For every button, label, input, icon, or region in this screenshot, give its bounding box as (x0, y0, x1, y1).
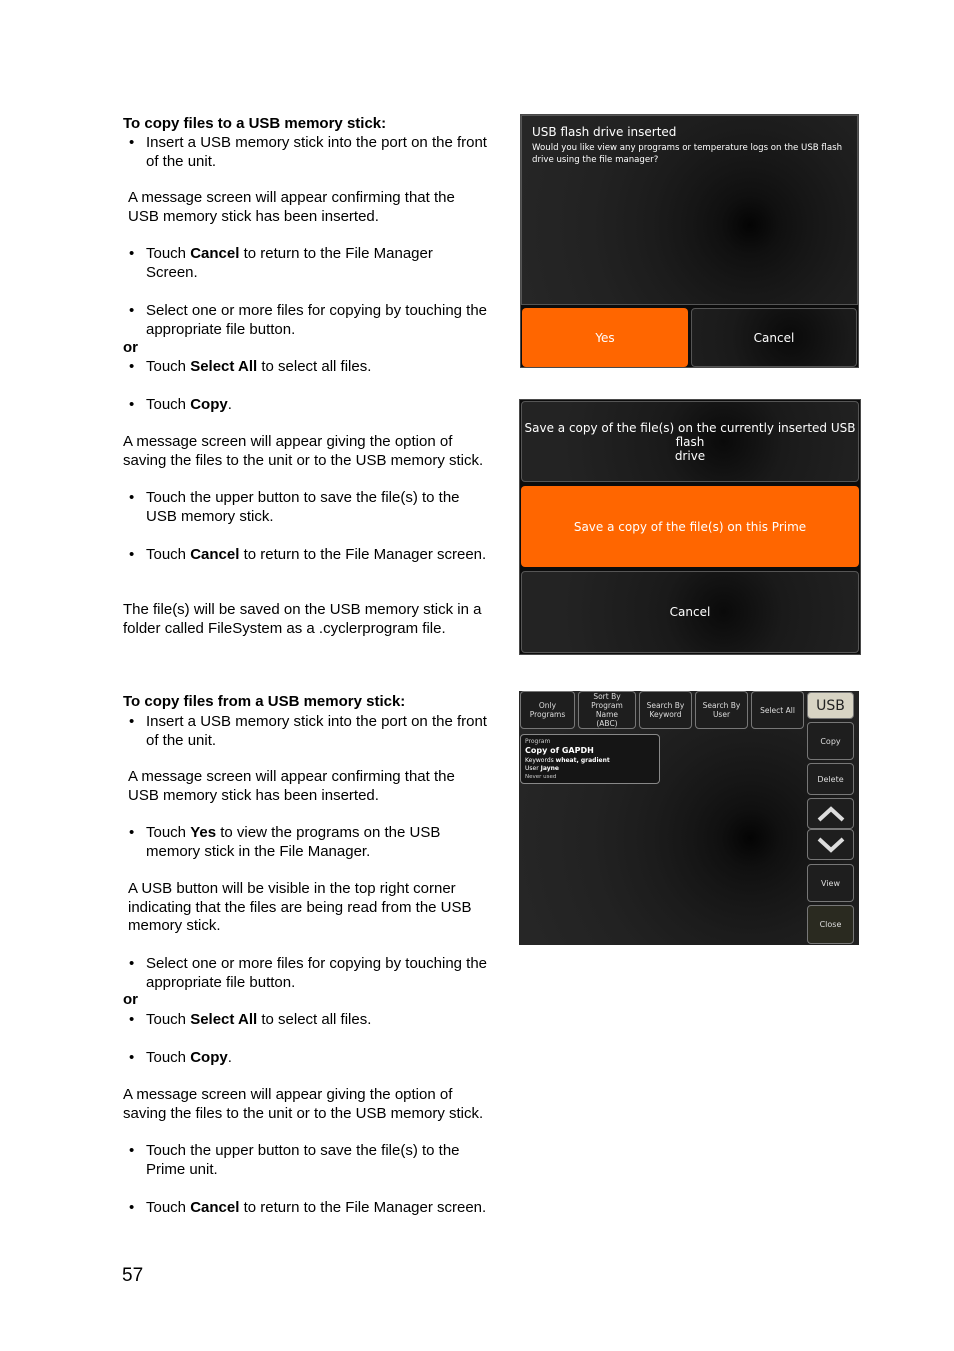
line: saving the files to the unit or to the USB memory stick. (123, 1104, 484, 1122)
line: of the unit. (146, 152, 217, 170)
line: memory stick. (128, 917, 221, 934)
bold-text: Select All (190, 1011, 258, 1028)
bullet-glyph: • (129, 1199, 135, 1216)
line: Prime unit. (146, 1160, 218, 1178)
text: . (227, 1049, 232, 1066)
line: USB memory stick has been inserted. (128, 786, 379, 804)
line: indicating that the files are being read from the USB (128, 898, 472, 916)
bullet-glyph: • (129, 824, 135, 841)
cancel-button[interactable]: Cancel (691, 308, 857, 367)
line: Program Name (591, 701, 623, 719)
line: Save a copy of the file(s) on the currently inserted USB flash (524, 420, 856, 449)
line: Touch the upper button to save the file(s) to the (146, 1142, 460, 1159)
bullet-glyph: • (129, 1011, 135, 1028)
usb-inserted-dialog (520, 114, 859, 368)
text: Touch (146, 358, 191, 375)
bullet-glyph: • (129, 546, 135, 563)
bullet-glyph: • (129, 489, 135, 506)
bullet-glyph: • (129, 245, 135, 262)
line: Only (538, 701, 557, 710)
only-programs-tab[interactable] (520, 691, 575, 729)
text: Touch (146, 1199, 191, 1216)
text: Touch (146, 1011, 191, 1028)
file-keywords (525, 756, 655, 765)
bold-text: Copy (190, 1049, 228, 1066)
bullet-glyph: • (129, 396, 135, 413)
file-user (525, 765, 655, 773)
line: folder called FileSystem as a .cyclerprogram file. (123, 619, 446, 637)
line: saving the files to the unit or to the USB memory stick. (123, 451, 484, 469)
line: USB memory stick has been inserted. (128, 207, 379, 225)
paragraph-saved (123, 601, 481, 638)
text: . (227, 396, 232, 413)
value: wheat, gradient (555, 757, 610, 764)
bullet-glyph: • (129, 1049, 135, 1066)
line: A message screen will appear confirming that the (128, 768, 455, 785)
yes-button[interactable]: Yes (522, 308, 688, 367)
line: Screen. (146, 263, 198, 281)
bold-text: Select All (190, 358, 258, 375)
line: User (712, 710, 731, 719)
close-button[interactable]: Close (807, 905, 854, 944)
text: Touch (146, 546, 191, 563)
line: A message screen will appear giving the option of (123, 433, 453, 450)
text: to view the programs on the USB (216, 824, 441, 841)
save-copy-dialog (519, 399, 861, 655)
text: to return to the File Manager screen. (239, 546, 487, 563)
paragraph-option-2 (123, 1086, 483, 1123)
line: drive using the file manager? (532, 155, 659, 165)
label: Keywords (525, 757, 556, 764)
dialog-message (532, 142, 842, 166)
line: Search By (702, 701, 741, 710)
line: appropriate file button. (146, 973, 296, 991)
chevron-up-icon (816, 805, 846, 823)
cancel-button[interactable]: Cancel (521, 571, 859, 653)
text: Touch (146, 396, 191, 413)
line: drive (674, 448, 706, 463)
line: Touch the upper button to save the file(s) to the (146, 489, 460, 506)
file-item-button[interactable] (520, 734, 660, 784)
bold-text: Yes (190, 824, 217, 841)
file-status: Never used (525, 774, 557, 780)
sort-by-name-tab[interactable] (578, 691, 636, 729)
line: USB memory stick. (146, 507, 274, 525)
label: User (525, 765, 541, 772)
or-label-2: or (123, 991, 138, 1008)
or-label: or (123, 339, 138, 356)
bold-text: Cancel (190, 245, 240, 262)
paragraph-option (123, 433, 483, 470)
text: Touch (146, 824, 191, 841)
line: memory stick in the File Manager. (146, 842, 371, 860)
file-manager-screen (519, 691, 859, 945)
delete-button[interactable]: Delete (807, 763, 854, 795)
text: Touch (146, 1049, 191, 1066)
bullet-glyph: • (129, 1142, 135, 1159)
paragraph-confirm (128, 189, 455, 226)
line: A USB button will be visible in the top right corner (128, 880, 456, 897)
line: The file(s) will be saved on the USB memory stick in a (123, 601, 482, 618)
bold-text: Cancel (190, 546, 240, 563)
line: A message screen will appear giving the option of (123, 1086, 453, 1103)
bold-text: Copy (190, 396, 228, 413)
save-to-usb-button[interactable] (521, 401, 859, 482)
line: (ABC) (596, 719, 618, 728)
save-to-prime-button[interactable]: Save a copy of the file(s) on this Prime (521, 486, 859, 567)
search-by-user-tab[interactable] (695, 691, 748, 729)
bullet-glyph: • (129, 134, 135, 151)
line: Sort By (593, 692, 621, 701)
text: to select all files. (257, 1011, 372, 1028)
text: to select all files. (257, 358, 372, 375)
line: Search By (646, 701, 685, 710)
line: of the unit. (146, 731, 217, 749)
line: Programs (529, 710, 566, 719)
line: Insert a USB memory stick into the port on the front (146, 134, 487, 151)
search-by-keyword-tab[interactable] (639, 691, 692, 729)
value: Jayne (540, 765, 559, 772)
chevron-down-icon (816, 836, 846, 854)
paragraph-usb-button (128, 880, 472, 936)
file-name: Copy of GAPDH (525, 746, 594, 755)
page-number: 57 (122, 1265, 144, 1286)
line: Select one or more files for copying by touching the (146, 302, 488, 319)
scroll-down-button[interactable] (807, 829, 854, 860)
paragraph-confirm-2 (128, 768, 455, 805)
bullet-glyph: • (129, 358, 135, 375)
line: Would you like view any programs or temperature logs on the USB flash (532, 143, 843, 153)
view-button[interactable]: View (807, 864, 854, 902)
select-all-tab[interactable]: Select All (751, 691, 804, 729)
file-type: Program (525, 738, 551, 745)
bold-text: Cancel (190, 1199, 240, 1216)
text: to return to the File Manager (239, 245, 433, 262)
dialog-title: USB flash drive inserted (532, 125, 677, 139)
text: Touch (146, 245, 191, 262)
dialog-message-area (521, 115, 858, 305)
line: Select one or more files for copying by touching the (146, 955, 488, 972)
copy-button[interactable]: Copy (807, 722, 854, 760)
line: appropriate file button. (146, 320, 296, 338)
text: to return to the File Manager screen. (239, 1199, 487, 1216)
section2-heading: To copy files from a USB memory stick: (123, 693, 406, 710)
scroll-up-button[interactable] (807, 798, 854, 829)
line: Insert a USB memory stick into the port on the front (146, 713, 487, 730)
bullet-glyph: • (129, 302, 135, 319)
bullet-glyph: • (129, 955, 135, 972)
section1-heading: To copy files to a USB memory stick: (123, 115, 387, 132)
line: A message screen will appear confirming that the (128, 189, 455, 206)
bullet-glyph: • (129, 713, 135, 730)
line: Keyword (649, 710, 682, 719)
usb-button[interactable]: USB (807, 692, 854, 719)
